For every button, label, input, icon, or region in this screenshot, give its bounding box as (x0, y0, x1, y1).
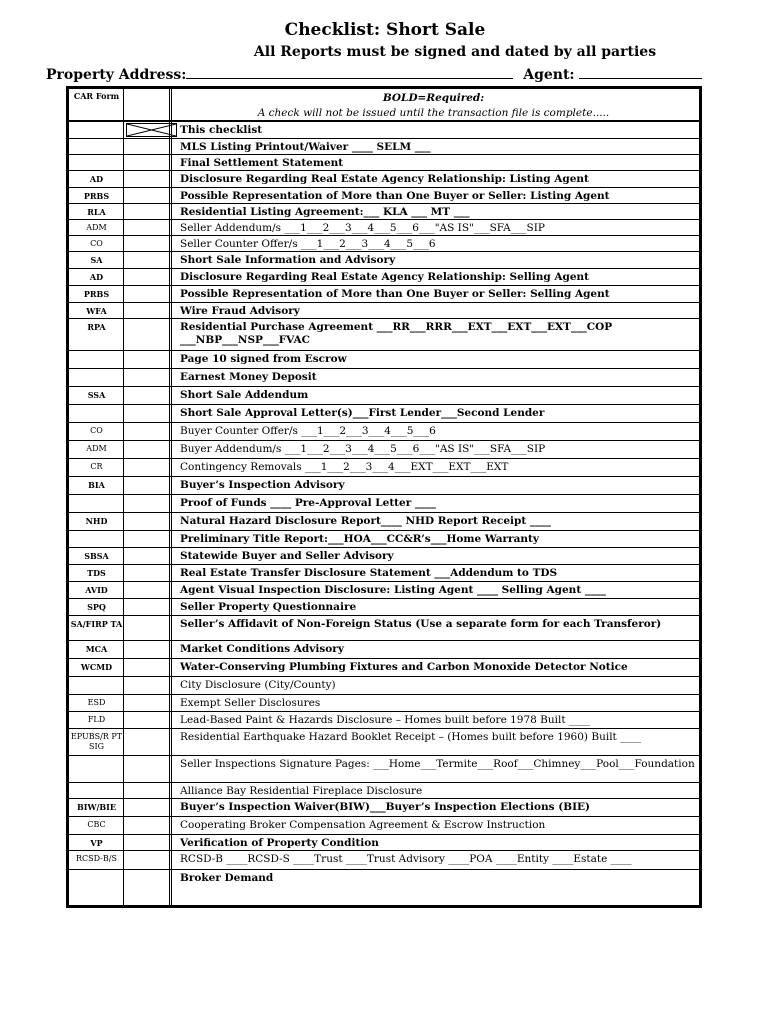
checklist-item-line: Residential Earthquake Hazard Booklet Receipt – (Homes built before 1960) Built ____ (180, 731, 642, 743)
checklist-item-text (180, 190, 695, 203)
checklist-item-line: Seller Addendum/s ___1___2___3___4___5___6___"AS IS"___SFA___SIP (180, 222, 545, 234)
checklist-item-text (180, 425, 695, 438)
checklist-row (69, 565, 699, 582)
form-code: RCSD-B/S (76, 854, 117, 863)
checklist-row (69, 477, 699, 495)
checklist-row (69, 236, 699, 252)
check-cell[interactable] (124, 817, 172, 835)
check-cell[interactable] (124, 548, 172, 565)
checklist-item-line: Seller Counter Offer/s ___1___2___3___4___5___6 (180, 238, 436, 250)
checklist-row (69, 817, 699, 835)
checklist-item-text (180, 661, 695, 674)
checklist-item-line: Final Settlement Statement (180, 157, 344, 169)
checklist-item-text (180, 584, 695, 597)
check-cell[interactable] (124, 616, 172, 641)
checklist-item-line: Buyer Addendum/s ___1___2___3___4___5___6___"AS IS"___SFA___SIP (180, 443, 546, 455)
checklist-item-line: This checklist (180, 124, 263, 136)
form-code: CBC (87, 820, 106, 829)
checklist-row (69, 548, 699, 565)
check-cell[interactable] (124, 171, 172, 188)
form-code: WFA (86, 306, 107, 316)
check-cell[interactable] (124, 351, 172, 369)
checklist-item-text (180, 643, 695, 656)
checklist-item-text (180, 389, 695, 402)
checklist-item-text (180, 321, 695, 347)
form-code: SA/FIRP TA (70, 619, 123, 629)
checklist-row (69, 351, 699, 369)
form-code: FLD (87, 715, 106, 724)
checklist-item-line: Contingency Removals ___1___2___3___4___EXT___EXT___EXT (180, 461, 509, 473)
checklist-row (69, 756, 699, 783)
property-address-label: Property Address: (46, 67, 187, 83)
property-address-field[interactable] (186, 65, 513, 79)
checklist-item-text (180, 679, 695, 692)
check-cell[interactable] (124, 835, 172, 851)
checklist-row (69, 641, 699, 659)
form-code: ESD (87, 698, 106, 707)
check-cell[interactable] (124, 729, 172, 756)
checklist-row (69, 729, 699, 756)
checklist-row (69, 851, 699, 870)
check-cell[interactable] (124, 513, 172, 531)
check-cell[interactable] (124, 286, 172, 303)
bold-required-label: BOLD=Required: (382, 92, 485, 104)
check-cell[interactable] (124, 387, 172, 405)
checklist-item-text (180, 371, 695, 384)
checklist-item-text (180, 697, 695, 710)
checklist-item-line: Short Sale Addendum (180, 389, 309, 401)
agent-label: Agent: (523, 67, 575, 83)
check-cell[interactable] (124, 799, 172, 817)
checklist-item-line: Preliminary Title Report:___HOA___CC&R’s___Home Warranty (180, 533, 539, 545)
checklist-item-line: Natural Hazard Disclosure Report____ NHD Report Receipt ____ (180, 515, 551, 527)
checklist-item-text (180, 238, 695, 251)
checklist-item-text (180, 618, 695, 631)
form-code: ADM (86, 444, 107, 453)
check-cell[interactable] (124, 565, 172, 582)
checklist-row (69, 531, 699, 548)
check-cell[interactable] (124, 303, 172, 319)
checklist-row (69, 799, 699, 817)
check-cell[interactable] (124, 599, 172, 616)
form-code: CO (90, 426, 103, 435)
check-cell[interactable] (124, 252, 172, 269)
checklist-item-line: Agent Visual Inspection Disclosure: Listing Agent ____ Selling Agent ____ (180, 584, 606, 596)
check-cell[interactable] (124, 677, 172, 695)
checklist-row (69, 783, 699, 799)
checklist-item-text (180, 731, 695, 744)
checklist-item-line: Cooperating Broker Compensation Agreement & Escrow Instruction (180, 819, 546, 831)
checklist-item-text (180, 872, 695, 885)
checklist-item-text (180, 515, 695, 528)
checklist-item-text (180, 254, 695, 267)
checklist-row (69, 204, 699, 220)
checklist-row (69, 220, 699, 236)
checklist-item-line: Broker Demand (180, 872, 274, 884)
form-code: SA (90, 255, 103, 265)
checklist-item-text (180, 837, 695, 850)
check-cell[interactable] (124, 712, 172, 729)
checklist-item-text (180, 222, 695, 235)
checklist-item-line: Seller Inspections Signature Pages: ___Home___Termite___Roof___Chimney___Pool___Foundation (180, 758, 695, 770)
checklist-row (69, 139, 699, 155)
checklist-item-text (180, 801, 695, 814)
checklist-item-line: Seller’s Affidavit of Non-Foreign Status (Use a separate form for each Transferor) (180, 618, 662, 630)
form-code: SSA (87, 390, 106, 400)
page-subtitle: All Reports must be signed and dated by all parties (253, 44, 657, 60)
checklist-table (66, 86, 702, 908)
checklist-row (69, 599, 699, 616)
checklist-row (69, 513, 699, 531)
form-code: SPQ (87, 602, 106, 612)
checklist-row (69, 387, 699, 405)
check-cell[interactable] (124, 641, 172, 659)
checklist-item-line: Residential Listing Agreement:___ KLA ___ MT ___ (180, 206, 470, 218)
checklist-item-line: Buyer’s Inspection Waiver(BIW)___Buyer’s Inspection Elections (BIE) (180, 801, 590, 813)
checklist-item-text (180, 714, 695, 727)
checklist-item-text (180, 288, 695, 301)
required-note (172, 91, 695, 121)
checklist-item-line: Disclosure Regarding Real Estate Agency Relationship: Listing Agent (180, 173, 589, 185)
page-title: Checklist: Short Sale (284, 20, 486, 40)
check-cell[interactable] (124, 495, 172, 513)
checklist-row (69, 495, 699, 513)
crossed-box-icon (126, 123, 177, 137)
form-code: VP (90, 838, 103, 848)
checklist-item-text (180, 407, 695, 420)
checklist-row (69, 712, 699, 729)
checklist-item-line: Exempt Seller Disclosures (180, 697, 321, 709)
check-cell[interactable] (124, 122, 172, 139)
form-code: NHD (85, 516, 108, 526)
form-code: MCA (85, 644, 108, 654)
checklist-item-line: Real Estate Transfer Disclosure Statement ___Addendum to TDS (180, 567, 558, 579)
form-code: WCMD (80, 662, 113, 672)
check-cell[interactable] (124, 582, 172, 599)
form-code: BIA (88, 480, 105, 490)
checklist-item-text (180, 819, 695, 832)
checklist-row (69, 695, 699, 712)
form-code: CO (90, 239, 103, 248)
checklist-item-line: Wire Fraud Advisory (180, 305, 300, 317)
checklist-row (69, 252, 699, 269)
checklist-item-text (180, 353, 695, 366)
checklist-item-text (180, 141, 695, 154)
form-code: RLA (87, 207, 106, 217)
checklist-item-line: MLS Listing Printout/Waiver ____ SELM ___ (180, 141, 431, 153)
check-cell[interactable] (124, 659, 172, 677)
form-code: PRBS (83, 289, 110, 299)
checklist-item-text (180, 497, 695, 510)
checklist-item-text (180, 785, 695, 798)
checklist-item-line-2: ___NBP___NSP___FVAC (180, 334, 310, 346)
car-form-header: CAR Form (73, 91, 120, 101)
form-code: BIW/BIE (76, 802, 116, 812)
checklist-row (69, 303, 699, 319)
check-cell[interactable] (124, 204, 172, 220)
check-cell[interactable] (124, 269, 172, 286)
checklist-item-line: Water-Conserving Plumbing Fixtures and Carbon Monoxide Detector Notice (180, 661, 628, 673)
checklist-item-line: Alliance Bay Residential Fireplace Disclosure (180, 785, 423, 797)
checklist-row (69, 269, 699, 286)
checklist-item-line: City Disclosure (City/County) (180, 679, 336, 691)
checklist-item-text (180, 173, 695, 186)
form-code: CR (90, 462, 103, 471)
checklist-row (69, 369, 699, 387)
checklist-row (69, 286, 699, 303)
checklist-row (69, 122, 699, 139)
check-cell[interactable] (124, 188, 172, 204)
checklist-row (69, 870, 699, 890)
check-cell[interactable] (124, 236, 172, 252)
check-cell[interactable] (124, 369, 172, 387)
checklist-item-text (180, 271, 695, 284)
checklist-item-line: Market Conditions Advisory (180, 643, 344, 655)
check-cell[interactable] (124, 531, 172, 548)
checklist-item-text (180, 124, 695, 137)
checklist-item-line: Verification of Property Condition (180, 837, 379, 849)
form-code: SBSA (84, 551, 109, 561)
check-cell[interactable] (124, 441, 172, 459)
checklist-item-text (180, 853, 695, 866)
checklist-item-line: Short Sale Information and Advisory (180, 254, 396, 266)
check-cell[interactable] (124, 756, 172, 783)
checklist-item-line: Page 10 signed from Escrow (180, 353, 347, 365)
checklist-item-line: Short Sale Approval Letter(s)___First Lender___Second Lender (180, 407, 545, 419)
checklist-row (69, 582, 699, 599)
form-code: AD (89, 174, 104, 184)
check-cell[interactable] (124, 319, 172, 351)
checklist-item-line: Buyer’s Inspection Advisory (180, 479, 345, 491)
form-code: AD (89, 272, 104, 282)
checklist-item-text (180, 461, 695, 474)
checklist-item-text (180, 550, 695, 563)
check-cell[interactable] (124, 405, 172, 423)
check-issue-note: A check will not be issued until the transaction file is complete..... (257, 107, 610, 119)
checklist-row (69, 188, 699, 204)
checklist-item-text (180, 157, 695, 170)
checklist-item-text (180, 758, 695, 771)
checklist-item-line: Residential Purchase Agreement ___RR___RRR___EXT___EXT___EXT___COP (180, 321, 613, 333)
checklist-row (69, 171, 699, 188)
checklist-item-line: Lead-Based Paint & Hazards Disclosure – Homes built before 1978 Built ____ (180, 714, 590, 726)
checklist-item-line: Buyer Counter Offer/s ___1___2___3___4___5___6 (180, 425, 436, 437)
checklist-item-line: Disclosure Regarding Real Estate Agency Relationship: Selling Agent (180, 271, 590, 283)
checklist-item-line: Seller Property Questionnaire (180, 601, 357, 613)
check-cell[interactable] (124, 220, 172, 236)
checklist-item-text (180, 567, 695, 580)
checklist-row (69, 441, 699, 459)
check-cell[interactable] (124, 695, 172, 712)
checklist-row (69, 835, 699, 851)
property-address-line (46, 65, 702, 83)
checklist-row (69, 677, 699, 695)
check-cell[interactable] (124, 139, 172, 155)
check-cell[interactable] (124, 155, 172, 171)
checklist-item-line: Earnest Money Deposit (180, 371, 317, 383)
checklist-row (69, 319, 699, 351)
checklist-item-text (180, 533, 695, 546)
check-cell[interactable] (124, 423, 172, 441)
checklist-row (69, 423, 699, 441)
checklist-row (69, 459, 699, 477)
checklist-item-line: Possible Representation of More than One Buyer or Seller: Listing Agent (180, 190, 610, 202)
checklist-row (69, 659, 699, 677)
checklist-item-line: Statewide Buyer and Seller Advisory (180, 550, 394, 562)
form-code: RPA (87, 322, 106, 332)
form-code: PRBS (83, 191, 110, 201)
checklist-item-text (180, 443, 695, 456)
checklist-row (69, 155, 699, 171)
check-cell[interactable] (124, 459, 172, 477)
checklist-item-line: Possible Representation of More than One Buyer or Seller: Selling Agent (180, 288, 610, 300)
checklist-item-line: RCSD-B ____RCSD-S ____Trust ____Trust Advisory ____POA ____Entity ____Estate ____ (180, 853, 632, 865)
form-code: ADM (86, 223, 107, 232)
check-cell[interactable] (124, 783, 172, 799)
checklist-item-text (180, 206, 695, 219)
check-cell[interactable] (124, 851, 172, 870)
checklist-item-text (180, 479, 695, 492)
checklist-item-text (180, 601, 695, 614)
form-code: EPUBS/R PT SIG (70, 732, 123, 751)
checklist-item-text (180, 305, 695, 318)
form-code: TDS (87, 568, 106, 578)
checklist-row (69, 616, 699, 641)
check-cell[interactable] (124, 477, 172, 495)
checklist-row (69, 405, 699, 423)
form-code: AVID (85, 585, 108, 595)
agent-field[interactable] (579, 65, 702, 79)
check-cell[interactable] (124, 870, 172, 890)
checklist-item-line: Proof of Funds ____ Pre-Approval Letter ____ (180, 497, 436, 509)
table-header-row (69, 89, 699, 122)
